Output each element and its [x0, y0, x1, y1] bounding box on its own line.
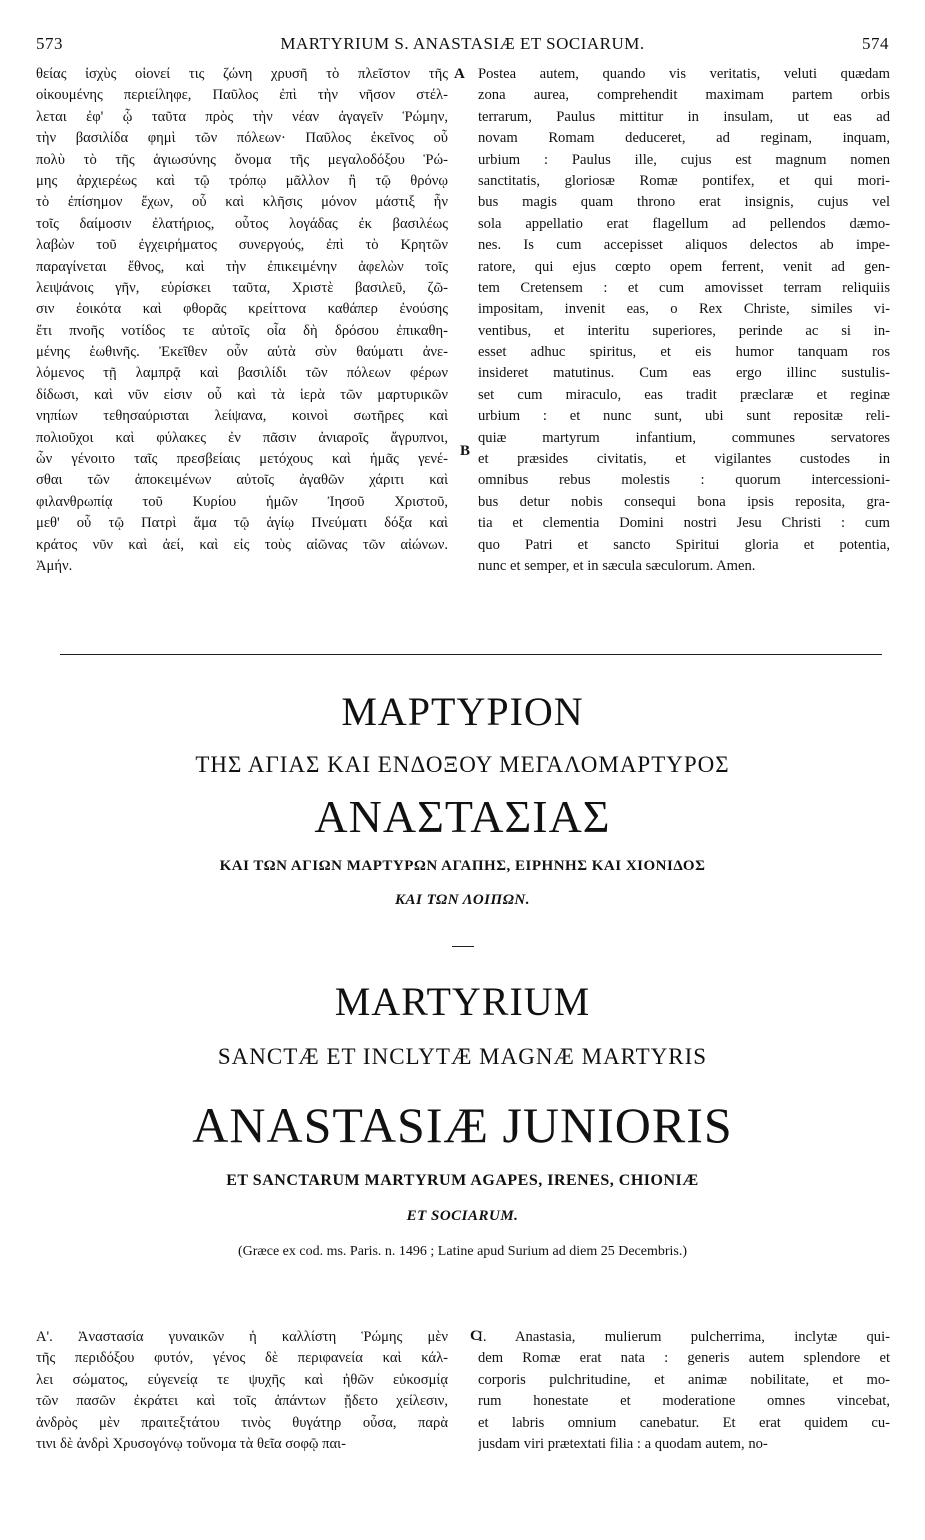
text-line: nunc et semper, et in sæcula sæculorum. Amen. [478, 557, 756, 574]
latin-title-companions: ET SANCTARUM MARTYRUM AGAPES, IRENES, CHIONIÆ [226, 1172, 699, 1189]
section-divider [60, 654, 882, 655]
greek-title-name: ΑΝΑΣΤΑΣΙΑΣ [314, 791, 611, 842]
latin-column-bottom [478, 1327, 890, 1455]
text-line: quo Patri et sancto Spiritui gloria et potentia, [478, 536, 890, 553]
text-line: nes. Is cum accepisset aliquos delectos ab impe- [478, 237, 890, 254]
text-line: impositam, invenit eas, o Rex Christe, similes vi- [478, 301, 890, 318]
text-line: tem Cretensem : et cum amovisset terram reliquiis [478, 279, 890, 296]
text-line: bus magis quam throno erat insignis, cujus vel [478, 194, 890, 211]
text-line: tia et clementia Domini nostri Jesu Christi : cum [478, 515, 890, 532]
text-line: τῆς περιδόξου φυτόν, γένος δὲ περιφανεία καὶ κάλ- [36, 1350, 448, 1367]
text-line: esset adhuc spiritus, et eis humor tanquam ros [478, 344, 890, 361]
text-line: corporis pulchritudine, et animæ nobilitate, et mo- [478, 1371, 890, 1388]
text-line: πολὺ τὸ τῆς ἁγιωσύνης ὄνομα τῆς μεγαλοδόξου Ῥώ- [36, 151, 448, 168]
latin-title-subtitle: SANCTÆ ET INCLYTÆ MAGNÆ MARTYRIS [217, 1044, 708, 1069]
text-line: ἔτι πνοῆς νοτίδος τε αὐτοῖς οἷα δὴ δρόσου ἐπικαθη- [36, 322, 448, 339]
text-line: λει σώματος, εὐγενείᾳ τε ψυχῆς καὶ ἠθῶν εὐκοσμίᾳ [36, 1371, 448, 1388]
page-number-right: 574 [862, 34, 889, 53]
text-line: bus detur nobis consequi bona ipsis reposita, gra- [478, 493, 890, 510]
text-line: τινι δὲ ἀνδρὶ Χρυσογόνῳ τοὔνομα τὰ θεῖα σοφῷ παι- [36, 1435, 346, 1452]
greek-title-others: ΚΑΙ ΤΩΝ ΛΟΙΠΩΝ. [395, 892, 530, 908]
text-line: sanctitatis, gloriosæ Romæ pontifex, et qui mori- [478, 172, 890, 189]
source-note: (Græce ex cod. ms. Paris. n. 1496 ; Latine apud Surium ad diem 25 Decembris.) [237, 1244, 688, 1259]
text-line: ventibus, et interitu superiores, perinde ac si in- [478, 322, 890, 339]
greek-title-subtitle: ΤΗΣ ΑΓΙΑΣ ΚΑΙ ΕΝΔΟΞΟΥ ΜΕΓΑΛΟΜΑΡΤΥΡΟΣ [195, 752, 730, 777]
text-line: μένης ἑωθινῆς. Ἐκεῖθεν οὖν αὐτὰ σὺν θαύματι ἀνε- [36, 344, 448, 361]
text-line: omnibus rebus molestis : quorum intercessioni- [478, 472, 890, 489]
greek-title-companions: ΚΑΙ ΤΩΝ ΑΓΙΩΝ ΜΑΡΤΥΡΩΝ ΑΓΑΠΗΣ, ΕΙΡΗΝΗΣ ΚΑΙ ΧΙΟΝΙΔΟΣ [219, 858, 706, 874]
text-line: κράτος νῦν καὶ ἀεί, καὶ εἰς τοὺς αἰῶνας τῶν αἰώνων. [36, 536, 448, 553]
margin-marker-a: A [454, 66, 465, 82]
text-line: zona aurea, comprehendit maximam partem orbis [478, 87, 890, 104]
title-dash [452, 946, 474, 947]
text-line: urbium : et nunc sunt, ubi sunt repositæ reli- [478, 408, 890, 425]
latin-column-top [478, 64, 890, 577]
text-line: urbium : Paulus ille, cujus est magnum nomen [478, 151, 890, 168]
text-line: ἀνδρὸς μὲν πραιτεξτάτου τινὸς θυγάτηρ οὖσα, παρὰ [36, 1414, 448, 1431]
text-line: quiæ martyrum infantium, communes servatores [478, 429, 890, 446]
greek-title-main: ΜΑΡΤΥΡΙΟΝ [341, 689, 584, 734]
text-line: terrarum, Paulus mittitur in insulam, ut eas ad [478, 108, 890, 125]
text-line: dem Romæ erat nata : generis autem splendore et [478, 1350, 890, 1367]
text-line: οἰκουμένης περιείληφε, Παῦλος ἐπὶ τὴν νῆσον στέλ- [36, 87, 448, 104]
text-line: σιν ἐοικότα καὶ φθορᾶς κρείττονα καθάπερ ἐνούσης [36, 301, 448, 318]
text-line: λαβὼν τοῦ ἐγχειρήματος συνεργούς, ἐπὶ τὸ Κρητῶν [36, 237, 448, 254]
text-line: et labris omnium canebatur. Et erat quidem cu- [478, 1414, 890, 1431]
text-line: σθαι τῶν ἀποκειμένων αὐτοῖς ἀγαθῶν χάριτι καὶ [36, 472, 448, 489]
text-line: Ἀμήν. [36, 557, 73, 574]
text-line: rum honestate et moderatione omnes vincebat, [478, 1393, 890, 1410]
text-line: πολιοῦχοι καὶ φύλακες ἐν πᾶσιν ἀνιαροῖς ἄγρυπνοι, [36, 429, 448, 446]
margin-marker-c: C [470, 1328, 481, 1344]
text-line: τὸ ἐπίσημον ἔχων, οὗ καὶ κλῆσις μόνον μάστιξ ἦν [36, 194, 448, 211]
text-line: μεθ' οὗ τῷ Πατρὶ ἅμα τῷ ἁγίῳ Πνεύματι δόξα καὶ [36, 515, 448, 532]
text-line: παραγίνεται ἔθνος, καὶ τὴν ἐπικειμένην ἀφελὼν τοῖς [36, 258, 448, 275]
greek-column-bottom [36, 1327, 448, 1455]
latin-title-main: MARTYRIUM [334, 979, 591, 1024]
running-head [36, 34, 889, 56]
text-line: λειψάνοις γῆν, εὑρίσκει ταῦτα, Χριστὲ βασιλεῦ, ζῶ- [36, 279, 448, 296]
text-line: δίδωσι, καὶ νῦν εἰσιν οὗ καὶ τὰ ἱερὰ τῶν μαρτυρικῶν [36, 386, 448, 403]
text-line: jusdam viri prætextati filia : a quodam autem, no- [478, 1435, 768, 1452]
greek-column-top [36, 64, 448, 577]
text-line: λόμενος τῇ λαμπρᾷ καὶ βασιλίδι τῶν πόλεων φέρων [36, 365, 448, 382]
text-line: insideret matutinus. Cum eas ergo illinc sustulis- [478, 365, 890, 382]
running-title: MARTYRIUM S. ANASTASIÆ ET SOCIARUM. [280, 34, 645, 53]
text-line: τῶν πασῶν ἐκράτει καὶ τοῖς ἁπάντων ᾔδετο χείλεσιν, [36, 1393, 448, 1410]
page-number-left: 573 [36, 34, 63, 53]
text-line: I. Anastasia, mulierum pulcherrima, inclytæ qui- [478, 1329, 890, 1345]
text-line: sola appellatio erat flagellum ad pellendos dæmo- [478, 215, 890, 232]
text-line: μης ἀρχιερέως καὶ τῷ τρόπῳ μᾶλλον ἢ τῷ θρόνῳ [36, 172, 448, 189]
text-line: τοῖς δαίμοσιν ἐλατήριος, οὗτος λογάδας ἐκ βασιλέως [36, 215, 448, 232]
text-line: λεται ἐφ' ᾧ ταῦτα πρὸς τὴν νέαν ἀγαγεῖν Ῥώμην, [36, 108, 448, 125]
text-line: νηπίων τεθησαύρισται λείψανα, κοινοὶ σωτῆρες καὶ [36, 408, 448, 425]
text-line: set cum miraculo, eas tradit præclaræ et reginæ [478, 386, 890, 403]
latin-title-others: ET SOCIARUM. [406, 1208, 519, 1224]
text-line: novam Romam deduceret, ad reginam, inquam, [478, 130, 890, 147]
text-line: φιλανθρωπίᾳ τοῦ Κυρίου ἡμῶν Ἰησοῦ Χριστοῦ, [36, 493, 448, 510]
text-line: ὧν γένοιτο ταῖς πρεσβείαις μετόχους καὶ ἡμᾶς γενέ- [36, 451, 448, 468]
text-line: Α'. Ἀναστασία γυναικῶν ἡ καλλίστη Ῥώμης μὲν [36, 1329, 448, 1345]
text-line: θείας ἰσχὺς οἱονεί τις ζώνη χρυσῆ τὸ πλεῖστον τῆς [36, 66, 448, 82]
margin-marker-b: B [460, 443, 471, 459]
latin-title-name: ANASTASIÆ JUNIORIS [192, 1097, 733, 1153]
text-line: ratore, qui ejus cœpto opem ferrent, venit ad gen- [478, 258, 890, 275]
text-line: et præsides civitatis, et vigilantes custodes in [478, 451, 890, 468]
text-line: τὴν βασιλίδα φημὶ τῶν πόλεων· Παῦλος ἐκεῖνος οὗ [36, 130, 448, 147]
text-line: Postea autem, quando vis veritatis, veluti quædam [478, 66, 890, 82]
